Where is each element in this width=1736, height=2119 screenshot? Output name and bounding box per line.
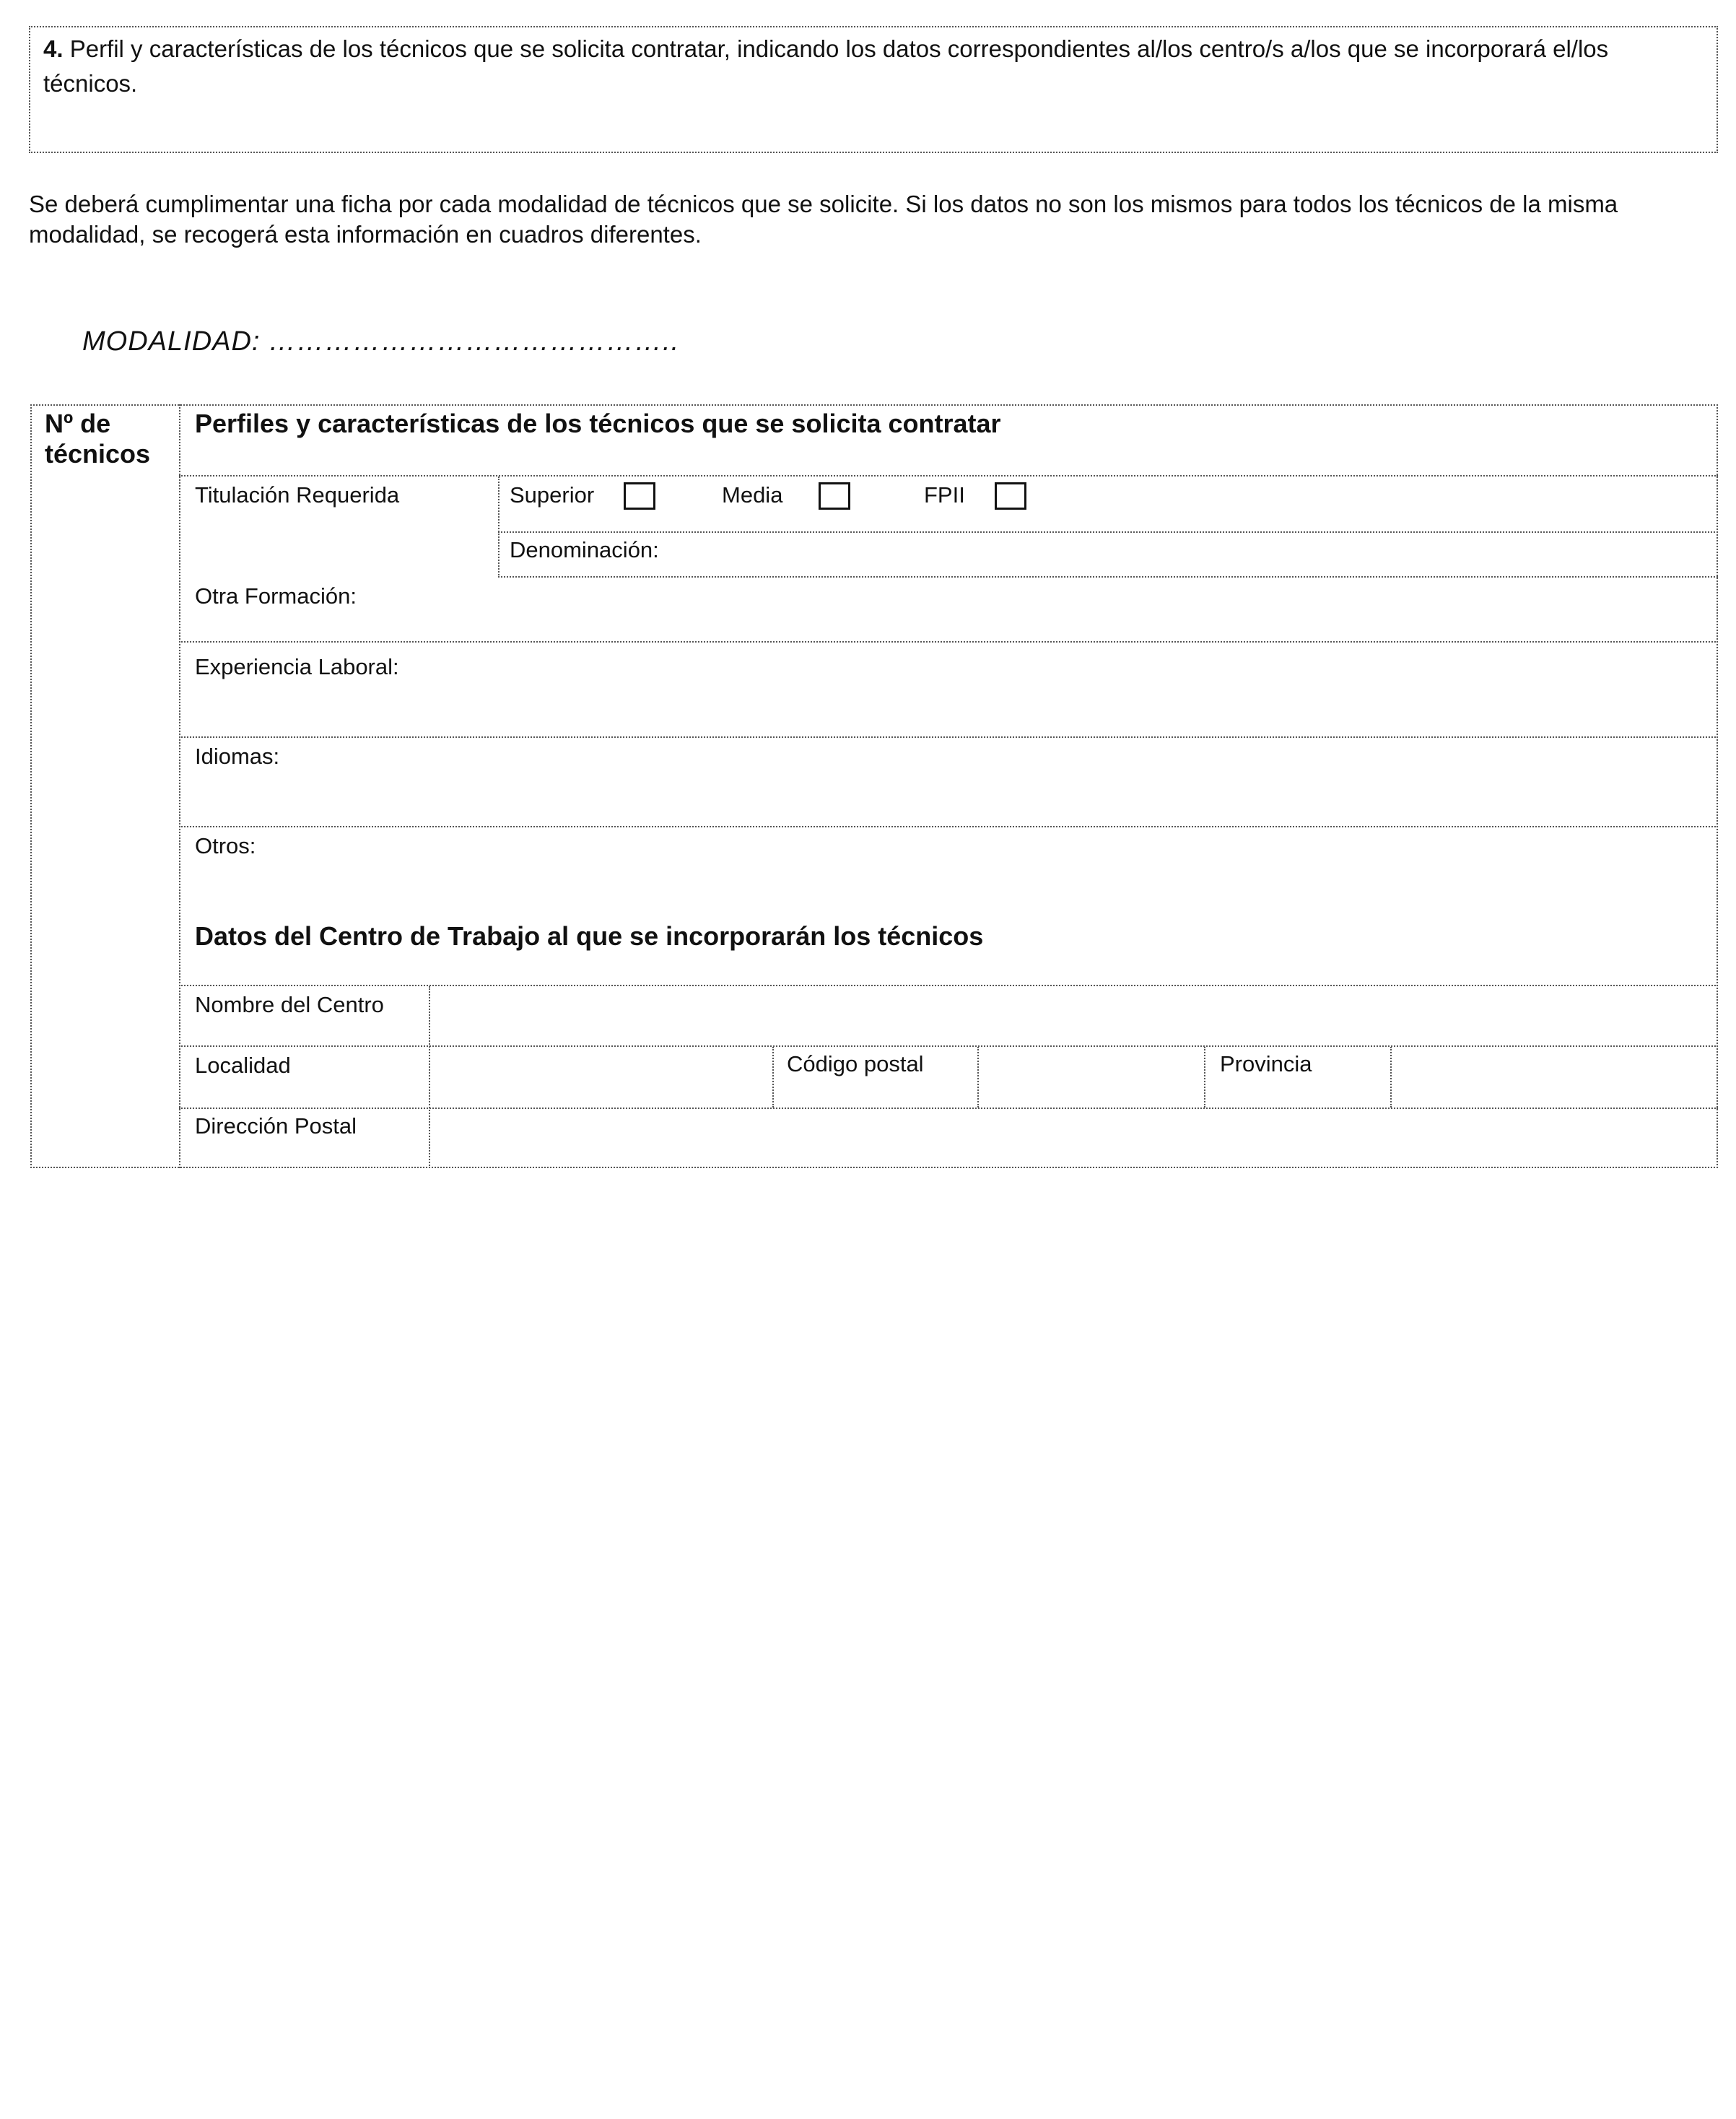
- otra-formacion-label: Otra Formación:: [195, 583, 357, 609]
- experiencia-bottom: [179, 736, 1718, 738]
- localidad-bottom: [179, 1108, 1718, 1109]
- titulacion-label: Titulación Requerida: [195, 482, 400, 508]
- section-heading: [43, 32, 1704, 101]
- option-fpii-label: FPII: [924, 482, 965, 508]
- option-fpii-checkbox[interactable]: [995, 482, 1026, 510]
- titulacion-bottom: [498, 576, 1718, 578]
- denominacion-label: Denominación:: [510, 537, 659, 562]
- codigo-postal-divider: [977, 1047, 979, 1108]
- option-superior-checkbox[interactable]: [624, 482, 655, 510]
- nombre-centro-bottom: [179, 1045, 1718, 1047]
- localidad-divider: [772, 1047, 774, 1108]
- experiencia-label: Experiencia Laboral:: [195, 654, 399, 679]
- option-media-label: Media: [722, 482, 783, 508]
- nombre-centro-label: Nombre del Centro: [195, 992, 384, 1017]
- titulacion-divider: [498, 477, 500, 578]
- nombre-centro-divider: [429, 986, 430, 1168]
- provincia-left-divider: [1204, 1047, 1205, 1108]
- section-description: Perfil y características de los técnicos que se solicita contratar, indicando los datos correspondientes al/los centro/s a/los que se incorporará el/los técnicos.: [43, 35, 1609, 97]
- intro-paragraph: Se deberá cumplimentar una ficha por cada modalidad de técnicos que se solicite. Si los datos no son los mismos para todos los técnicos de la misma modalidad, se recogerá esta información en cuadros diferentes.: [29, 191, 1618, 248]
- centro-header: Datos del Centro de Trabajo al que se incorporarán los técnicos: [195, 921, 984, 951]
- idiomas-bottom: [179, 826, 1718, 827]
- centro-header-bottom: [179, 985, 1718, 986]
- codigo-postal-label: Código postal: [787, 1051, 924, 1076]
- provincia-divider: [1390, 1047, 1392, 1108]
- section-number: 4.: [43, 35, 64, 62]
- option-superior-label: Superior: [510, 482, 595, 508]
- otros-label: Otros:: [195, 833, 256, 858]
- table-header-col1: [45, 409, 167, 469]
- direccion-label: Dirección Postal: [195, 1113, 357, 1139]
- options-divider: [498, 531, 1718, 533]
- modalidad-field[interactable]: MODALIDAD: ……………………………………..: [82, 326, 680, 357]
- provincia-label: Provincia: [1220, 1051, 1312, 1076]
- col2-header: Perfiles y características de los técnicos que se solicita contratar: [195, 409, 1001, 438]
- option-media-checkbox[interactable]: [819, 482, 850, 510]
- localidad-label: Localidad: [195, 1053, 291, 1078]
- header-divider: [179, 475, 1718, 477]
- col1-header: Nº de técnicos: [45, 409, 151, 469]
- column-divider: [179, 404, 180, 1168]
- idiomas-label: Idiomas:: [195, 744, 280, 769]
- otra-formacion-bottom: [179, 641, 1718, 643]
